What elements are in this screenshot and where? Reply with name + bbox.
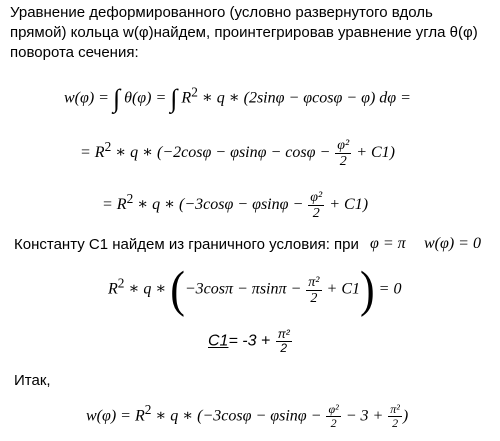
equation-2 (80, 138, 395, 169)
eq5-fraction (276, 328, 292, 355)
eq6-fraction-2 (388, 403, 402, 430)
intro-line-3: поворота сечения: (10, 44, 139, 61)
equation-4 (108, 261, 402, 318)
eq1-lhs: w(φ) = (64, 89, 109, 107)
eq4-body: −3cosπ − πsinπ − (184, 280, 302, 298)
eq4-mult: ∗ q ∗ (124, 280, 167, 298)
eq3-den: 2 (312, 206, 320, 221)
eq4-num: π² (308, 274, 320, 290)
boundary-cond-2: w(φ) = 0 (424, 235, 481, 252)
eq1-rhs-rest: ∗ q ∗ (2sinφ − φcosφ − φ) dφ = (197, 89, 411, 107)
equation-1 (64, 84, 411, 114)
eq6-minus3: − 3 + (345, 407, 384, 425)
eq6-num-1: φ² (328, 402, 339, 417)
eq4-exp: 2 (117, 275, 125, 291)
eq2-fraction (335, 138, 351, 169)
eq4-r: R (108, 280, 118, 298)
eq2-den: 2 (339, 154, 347, 169)
eq5-den: 2 (280, 341, 288, 355)
eq6-close: ) (402, 407, 409, 425)
eq6-exp: 2 (144, 402, 152, 417)
intro-line-1: Уравнение деформированного (условно развернутого вдоль (10, 4, 433, 21)
integral-sign-2: ∫ (170, 84, 178, 113)
eq1-rhs-r: R (181, 89, 192, 107)
eq4-result: = 0 (378, 280, 402, 298)
equation-6 (86, 402, 408, 430)
eq6-num-2: π² (390, 402, 400, 417)
eq2-num: φ² (337, 138, 350, 153)
boundary-cond-1: φ = π (370, 235, 406, 252)
equation-3 (102, 190, 368, 221)
eq5-rest: = -3 + (228, 332, 271, 350)
eq2-body: ∗ q ∗ (−2cosφ − φsinφ − cosφ − (111, 144, 331, 162)
eq4-c1: + C1 (326, 280, 360, 298)
eq3-fraction (308, 190, 324, 221)
eq6-lhs: w(φ) = R (86, 407, 145, 425)
integral-sign-1: ∫ (112, 84, 121, 113)
intro-line-2: прямой) кольца w(φ)найдем, проинтегрировав уравнение угла θ(φ) (10, 24, 478, 41)
eq2-r: = R (80, 144, 105, 162)
eq2-exp: 2 (104, 138, 112, 154)
eq5-c1: C1 (208, 332, 229, 350)
eq6-body: ∗ q ∗ (−3cosφ − φsinφ − (151, 407, 322, 425)
eq5-num: π² (277, 327, 290, 341)
eq3-tail: + C1) (329, 196, 369, 214)
eq3-num: φ² (310, 190, 323, 205)
eq4-fraction (306, 275, 321, 306)
eq4-left-paren: ( (170, 261, 185, 318)
itak-label: Итак, (14, 372, 51, 389)
eq3-body: ∗ q ∗ (−3cosφ − φsinφ − (133, 196, 304, 214)
eq1-rhs-exp: 2 (191, 84, 198, 100)
eq1-mid: θ(φ) = (124, 89, 167, 107)
eq2-tail: + C1) (356, 144, 395, 162)
eq6-den-2: 2 (392, 416, 399, 431)
boundary-text: Константу С1 найдем из граничного условия: при (14, 236, 359, 253)
eq4-right-paren: ) (359, 261, 375, 318)
eq6-fraction-1 (326, 403, 340, 430)
eq3-exp: 2 (126, 190, 134, 206)
equation-5 (208, 328, 293, 355)
eq4-den: 2 (310, 290, 318, 306)
eq3-r: = R (102, 196, 127, 214)
eq6-den-1: 2 (330, 416, 337, 431)
